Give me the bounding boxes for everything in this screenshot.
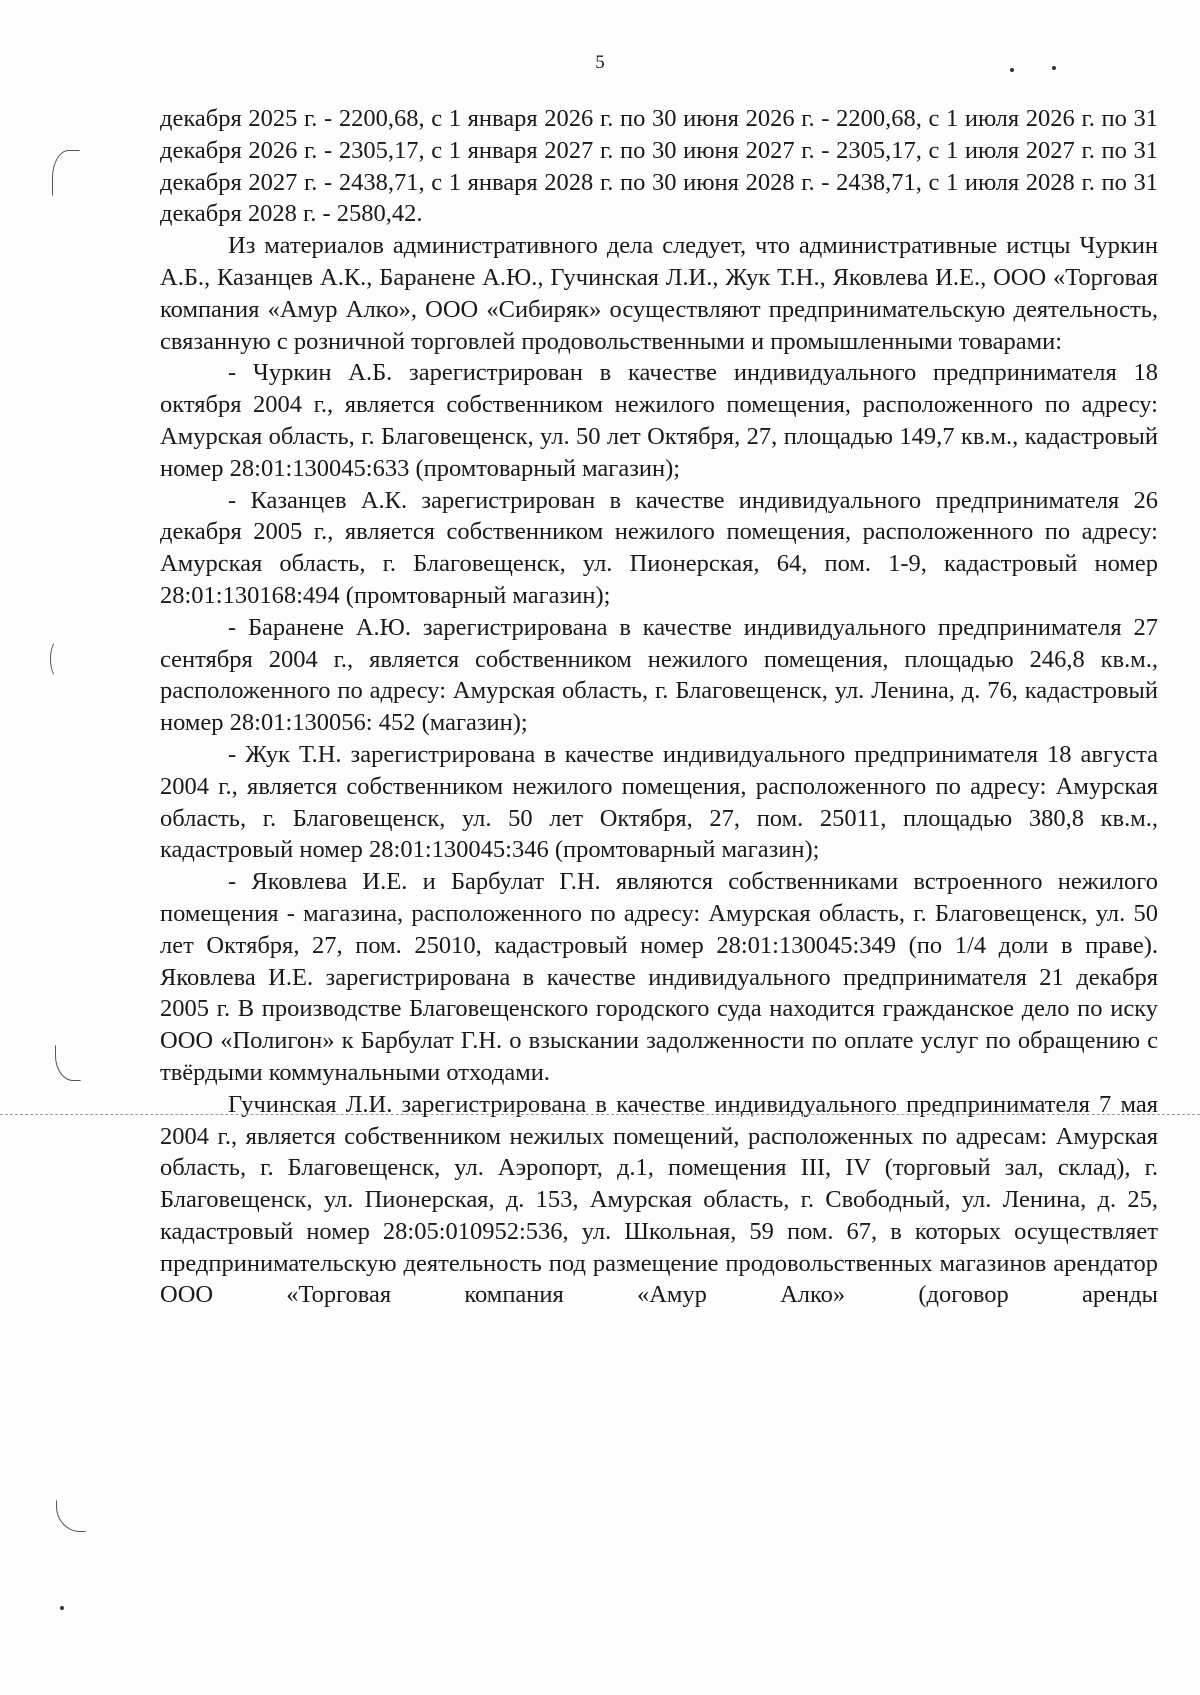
paragraph-baranene: - Баранене А.Ю. зарегистрирована в качестве индивидуального предпринимателя 27 сентября 2004 г., является собственником нежилого помещения, площадью 246,8 кв.м., расположенного по адресу: Амурская область, г. Благовещенск, ул. Ленина, д. 76, кадастровый номер 28:01:130056: 452 (магазин); [160,613,1158,737]
scan-mark [50,640,66,678]
scan-mark [52,150,80,196]
paragraph-zhuk: - Жук Т.Н. зарегистрирована в качестве индивидуального предпринимателя 18 августа 2004 г., является собственником нежилого помещения, расположенного по адресу: Амурская область, г. Благовещенск, ул. 50 лет Октября, 27, пом. 25011, площадью 380,8 кв.м., кадастровый номер 28:01:130045:346 (промтоварный магазин); [160,740,1158,864]
paragraph-tariff-continuation: декабря 2025 г. - 2200,68, с 1 января 2026 г. по 30 июня 2026 г. - 2200,68, с 1 июля 2026 г. по 31 декабря 2026 г. - 2305,17, с 1 января 2027 г. по 30 июня 2027 г. - 2305,17, с 1 июля 2027 г. по 31 декабря 2027 г. - 2438,71, с 1 января 2028 г. по 30 июня 2028 г. - 2438,71, с 1 июля 2028 г. по 31 декабря 2028 г. - 2580,42. [160,105,1158,228]
page-number: 5 [595,52,605,73]
document-body [160,103,1158,1311]
scan-mark [56,1500,86,1532]
paragraph-guchinskaya: Гучинская Л.И. зарегистрирована в качестве индивидуального предпринимателя 7 мая 2004 г., является собственником нежилых помещений, расположенных по адресам: Амурская область, г. Благовещенск, ул. Аэропорт, д.1, помещения III, IV (торговый зал, склад), г. Благовещенск, ул. Пионерская, д. 153, Амурская область, г. Свободный, ул. Ленина, д. 25, кадастровый номер 28:05:010952:536, ул. Школьная, 59 пом. 67, в которых осуществляет предпринимательскую деятельность под размещение продовольственных магазинов арендатор ООО «Торговая компания «Амур Алко» (договор аренды [160,1090,1158,1309]
paragraph-yakovleva: - Яковлева И.Е. и Барбулат Г.Н. являются собственниками встроенного нежилого помещения - магазина, расположенного по адресу: Амурская область, г. Благовещенск, ул. 50 лет Октября, 27, пом. 25010, кадастровый номер 28:01:130045:349 (по 1/4 доли в праве). Яковлева И.Е. зарегистрирована в качестве индивидуального предпринимателя 21 декабря 2005 г. В производстве Благовещенского городского суда находится гражданское дело по иску ООО «Полигон» к Барбулат Г.Н. о взыскании задолженности по оплате услуг по обращению с твёрдыми коммунальными отходами. [160,868,1158,1086]
scan-dot [1052,66,1056,70]
scan-dot [1010,68,1014,72]
paragraph-case-materials: Из материалов административного дела следует, что административные истцы Чуркин А.Б., Казанцев А.К., Баранене А.Ю., Гучинская Л.И., Жук Т.Н., Яковлева И.Е., ООО «Торговая компания «Амур Алко», ООО «Сибиряк» осуществляют предпринимательскую деятельность, связанную с розничной торговлей продовольственными и промышленными товарами: [160,232,1158,355]
scan-dot [60,1606,64,1610]
scan-fold-line [0,1114,1200,1115]
paragraph-churkin: - Чуркин А.Б. зарегистрирован в качестве индивидуального предпринимателя 18 октября 2004 г., является собственником нежилого помещения, расположенного по адресу: Амурская область, г. Благовещенск, ул. 50 лет Октября, 27, площадью 149,7 кв.м., кадастровый номер 28:01:130045:633 (промтоварный магазин); [160,359,1158,482]
scan-mark [55,1045,81,1081]
paragraph-kazantsev: - Казанцев А.К. зарегистрирован в качестве индивидуального предпринимателя 26 декабря 2005 г., является собственником нежилого помещения, расположенного по адресу: Амурская область, г. Благовещенск, ул. Пионерская, 64, пом. 1-9, кадастровый номер 28:01:130168:494 (промтоварный магазин); [160,486,1158,609]
